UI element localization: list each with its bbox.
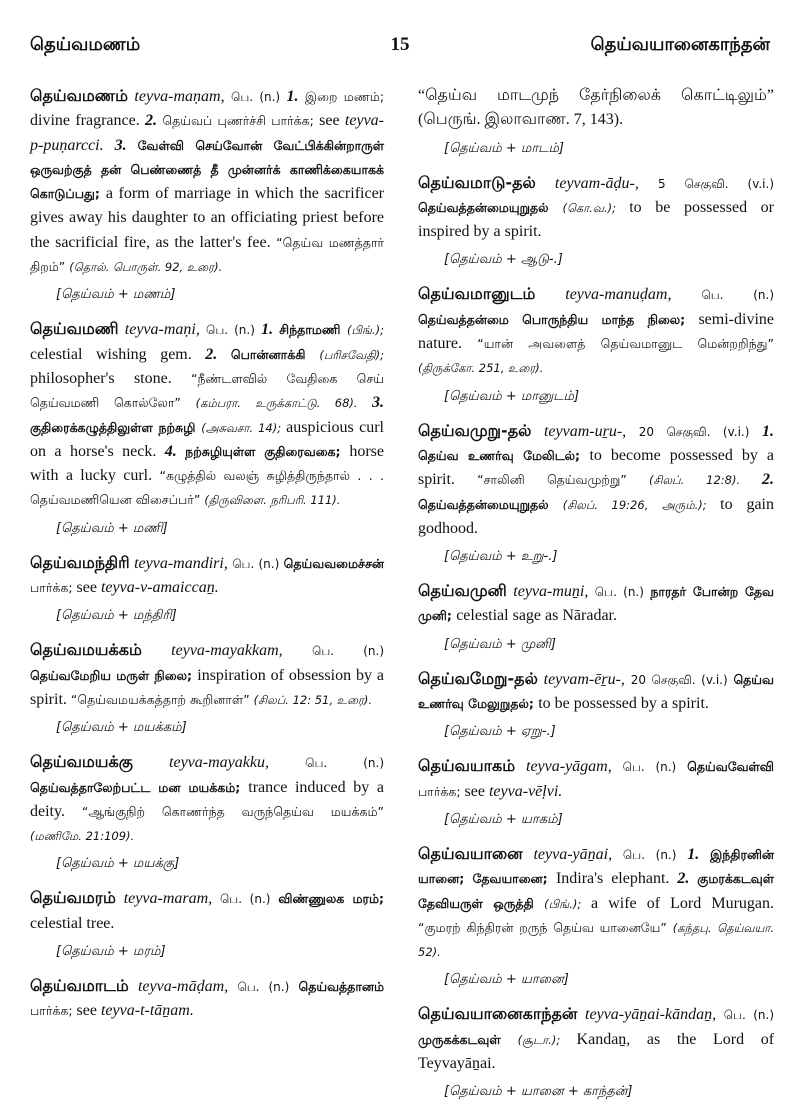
english-definition: celestial tree. bbox=[30, 914, 115, 932]
tamil-text: “நீண்டளவில் வேதிகை செய் தெய்வமணி கொல்லோ” bbox=[30, 370, 384, 411]
headword: தெய்வமேறு-தல் bbox=[418, 668, 538, 688]
tamil-definition: தெய்வத்தன்மையுறுதல் bbox=[418, 496, 563, 512]
english-definition: to be possessed or inspired by a spirit. bbox=[418, 198, 774, 241]
sense-number: 1. bbox=[286, 88, 305, 105]
part-of-speech: பெ. (n.) bbox=[594, 585, 644, 600]
headword: தெய்வமந்திரி bbox=[30, 552, 130, 572]
running-head bbox=[30, 34, 770, 64]
dictionary-entry bbox=[418, 171, 774, 245]
etymology: [தெய்வம் + யாகம்] bbox=[444, 811, 563, 827]
tamil-definition: தெய்வமேறிய மருள் நிலை; bbox=[30, 667, 198, 683]
citation: (பரிசவேதி); bbox=[319, 347, 384, 362]
citation: (தொல். பொருள். 92, உரை). bbox=[69, 260, 223, 275]
english-definition: a form of marriage in which the sacrificer gives away his daughter to an officiating priest before the sacrificial fire, as the latter's fee. bbox=[30, 185, 384, 251]
tamil-text: “குமரற் கிந்திரன் றருந் தெய்வ யானையே” bbox=[418, 919, 673, 935]
headword: தெய்வயானைகாந்தன் bbox=[418, 1004, 578, 1024]
dictionary-entry bbox=[30, 886, 384, 936]
tamil-definition: தெய்வவமைச்சன் bbox=[283, 555, 385, 571]
sense-number: 2. bbox=[205, 345, 231, 363]
part-of-speech: பெ. (n.) bbox=[237, 980, 290, 995]
dictionary-entry bbox=[418, 754, 774, 804]
etymology: [தெய்வம் + மணி] bbox=[56, 520, 168, 536]
etymology: [தெய்வம் + யானை] bbox=[444, 972, 569, 988]
dictionary-entry bbox=[418, 419, 774, 541]
transliteration: teyva-maṇam, bbox=[134, 88, 225, 105]
part-of-speech: பெ. (n.) bbox=[305, 756, 384, 771]
transliteration: teyva-manuḍam, bbox=[565, 286, 672, 304]
headword: தெய்வமாடம் bbox=[30, 976, 129, 996]
citation: (பெருங். இலாவாண. 7, 143). bbox=[418, 111, 624, 129]
etymology: [தெய்வம் + மரம்] bbox=[56, 944, 166, 960]
tamil-text: பார்க்க; bbox=[30, 580, 77, 596]
part-of-speech: பெ. (n.) bbox=[622, 847, 677, 862]
tamil-text: “கழுத்தில் வலஞ் சுழித்திருந்தால் . . . தெய்வமணியென விசைப்பர்” bbox=[30, 468, 385, 508]
transliteration: teyva-maṇi, bbox=[124, 321, 200, 339]
english-definition: Kandaṉ, as the Lord of Teyvayāṉai. bbox=[418, 1030, 775, 1073]
citation: (அசுவசா. 14); bbox=[201, 420, 287, 435]
tamil-definition: தெய்வத்தன்மையுறுதல் bbox=[418, 199, 563, 215]
transliteration: teyva-yāṉai, bbox=[533, 845, 613, 863]
headword: தெய்வமாடு-தல் bbox=[418, 172, 536, 192]
part-of-speech: பெ. (n.) bbox=[312, 644, 385, 659]
english-definition: philosopher's stone. bbox=[30, 369, 191, 387]
tamil-definition: இந்திரனின் யானை; தேவயானை; bbox=[418, 846, 775, 887]
english-definition: to be possessed by a spirit. bbox=[538, 695, 709, 713]
english-definition: see bbox=[76, 579, 101, 597]
transliteration: teyva-maram, bbox=[123, 890, 213, 908]
tamil-text: பார்க்க; bbox=[30, 1003, 77, 1019]
etymology: [தெய்வம் + மந்திரி] bbox=[56, 608, 177, 624]
dictionary-entry bbox=[30, 974, 384, 1024]
headword: தெய்வயானை bbox=[418, 843, 523, 863]
tamil-definition: தெய்வ உணர்வு மேலிடல்; bbox=[418, 447, 590, 463]
tamil-definition: பொன்னாக்கி bbox=[230, 346, 320, 362]
etymology: [தெய்வம் + யானை + காந்தன்] bbox=[444, 1084, 633, 1100]
etymology: [தெய்வம் + ஏறு-.] bbox=[444, 724, 556, 740]
dictionary-entry bbox=[30, 638, 384, 712]
tamil-text: “யான் அவளைத் தெய்வமானுட மென்றறிந்து” bbox=[477, 336, 774, 352]
dictionary-entry bbox=[418, 579, 774, 629]
tamil-definition: குமரக்கடவுள் தேவியருள் ஒருத்தி bbox=[418, 871, 775, 911]
tamil-definition: குதிரைக்கழுத்திலுள்ள நற்சுழி bbox=[30, 419, 202, 435]
citation: (பிங்.); bbox=[544, 896, 591, 911]
english-definition: auspicious curl on a horse's neck. bbox=[30, 418, 384, 460]
citation: (சிலப். 19:26, அரும்.); bbox=[562, 497, 721, 512]
page-number: 15 bbox=[390, 34, 410, 55]
sense-number: 4. bbox=[164, 442, 186, 460]
part-of-speech: 20 செகுவி. (v.i.) bbox=[638, 424, 750, 439]
part-of-speech: பெ. (n.) bbox=[219, 892, 271, 907]
transliteration: teyva-mayakkam, bbox=[171, 642, 283, 660]
english-definition: semi-divine nature. bbox=[418, 310, 774, 353]
citation: (மணிமே. 21:109). bbox=[30, 829, 135, 844]
dictionary-entry bbox=[30, 750, 384, 848]
dictionary-entry bbox=[418, 842, 774, 964]
transliteration: teyva-yāgam, bbox=[526, 758, 612, 776]
citation: (கந்தபு. தெய்வயா. 52). bbox=[418, 920, 774, 960]
citation: (பிங்.); bbox=[346, 323, 385, 338]
transliteration: teyvam-āḍu-, bbox=[554, 174, 639, 192]
tamil-text: தெய்வப் புணர்ச்சி பார்க்க; bbox=[162, 113, 320, 129]
dictionary-entry bbox=[30, 317, 384, 512]
transliteration: teyva-muṉi, bbox=[513, 583, 589, 601]
etymology: [தெய்வம் + மானுடம்] bbox=[444, 388, 580, 404]
running-head-last-word: தெய்வயானைகாந்தன் bbox=[590, 34, 770, 55]
tamil-definition: சிந்தாமணி bbox=[279, 322, 347, 338]
tamil-definition: முருகக்கடவுள் bbox=[418, 1031, 518, 1047]
citation: (சிலப். 12: 51, உரை). bbox=[253, 692, 373, 707]
sense-number: 1. bbox=[687, 845, 711, 863]
etymology: [தெய்வம் + மயக்கு] bbox=[56, 856, 180, 872]
english-definition: a wife of Lord Murugan. bbox=[591, 894, 775, 912]
tamil-definition: தெய்வ உணர்வு மேலுறுதல்; bbox=[418, 671, 774, 712]
headword: தெய்வமுனி bbox=[418, 581, 507, 601]
etymology: [தெய்வம் + ஆடு-.] bbox=[444, 252, 563, 268]
english-definition: inspiration of obsession by a spirit. bbox=[30, 666, 385, 708]
part-of-speech: 20 செகுவி. (v.i.) bbox=[630, 672, 728, 687]
tamil-text: “தெய்வமயக்கத்தாற் கூறினாள்” bbox=[70, 691, 254, 707]
english-definition: see bbox=[464, 782, 489, 800]
sense-number: 1. bbox=[261, 321, 280, 339]
english-definition: trance induced by a deity. bbox=[30, 778, 385, 820]
etymology: [தெய்வம் + முனி] bbox=[444, 636, 556, 652]
english-definition: Indira's elephant. bbox=[555, 870, 678, 888]
sense-number: 2. bbox=[145, 112, 163, 130]
english-definition: to gain godhood. bbox=[418, 495, 774, 537]
tamil-text: “ஆங்குநிற் கொணர்ந்த வருந்தெய்வ மயக்கம்” bbox=[81, 803, 385, 819]
tamil-definition: நற்சுழியுள்ள குதிரைவகை; bbox=[185, 443, 350, 459]
cross-reference: teyva-t-tāṉam. bbox=[100, 1002, 194, 1020]
right-column bbox=[418, 84, 774, 1114]
tamil-text: இறை மணம்; bbox=[304, 89, 385, 104]
english-definition: celestial wishing gem. bbox=[30, 345, 206, 363]
tamil-definition: தெய்வத்தானம் bbox=[298, 979, 385, 995]
headword: தெய்வயாகம் bbox=[418, 756, 516, 776]
part-of-speech: பெ. (n.) bbox=[206, 323, 255, 338]
tamil-definition: தெய்வத்தன்மை பொருந்திய மாந்த நிலை; bbox=[418, 311, 699, 327]
part-of-speech: பெ. (n.) bbox=[231, 90, 281, 104]
part-of-speech: பெ. (n.) bbox=[723, 1008, 775, 1023]
sense-number: 3. bbox=[372, 394, 384, 412]
cross-reference: teyva-vēḷvi. bbox=[488, 782, 563, 800]
dictionary-entry bbox=[30, 84, 384, 279]
headword: தெய்வமரம் bbox=[30, 888, 116, 908]
dictionary-entry bbox=[418, 1002, 774, 1076]
transliteration: teyvam-uṟu-, bbox=[543, 422, 627, 440]
headword: தெய்வமணி bbox=[30, 319, 119, 339]
part-of-speech: பெ. (n.) bbox=[701, 288, 774, 303]
tamil-definition: நாரதர் போன்ற தேவ முனி; bbox=[418, 584, 774, 624]
sense-number: 2. bbox=[762, 471, 775, 489]
etymology: [தெய்வம் + உறு-.] bbox=[444, 549, 558, 565]
etymology: [தெய்வம் + மணம்] bbox=[56, 287, 176, 303]
transliteration: teyva-yāṉai-kāndaṉ, bbox=[585, 1006, 717, 1024]
english-definition: divine fragrance. bbox=[30, 112, 146, 130]
continued-entry-text bbox=[418, 84, 774, 133]
etymology: [தெய்வம் + மாடம்] bbox=[444, 140, 564, 156]
part-of-speech: பெ. (n.) bbox=[232, 556, 280, 571]
tamil-text: “தெய்வ மாடமுந் தேர்நிலைக் கொட்டிலும்” bbox=[418, 87, 774, 104]
cross-reference: teyva-p-puṇarcci. bbox=[30, 112, 384, 154]
headword: தெய்வமுறு-தல் bbox=[418, 420, 532, 440]
citation: (கம்பரா. உருக்காட்டு. 68). bbox=[195, 396, 372, 411]
sense-number: 2. bbox=[677, 870, 698, 888]
tamil-text: “தெய்வ மணத்தார் திறம்” bbox=[30, 234, 385, 275]
tamil-definition: தெய்வவேள்வி bbox=[687, 759, 775, 775]
tamil-text: பார்க்க; bbox=[418, 783, 465, 799]
part-of-speech: பெ. (n.) bbox=[622, 760, 677, 775]
etymology: [தெய்வம் + மயக்கம்] bbox=[56, 720, 187, 736]
tamil-text: “சாலினி தெய்வமுற்று” bbox=[477, 472, 650, 488]
transliteration: teyva-māḍam, bbox=[137, 978, 229, 996]
dictionary-entry bbox=[418, 282, 774, 380]
dictionary-entry bbox=[418, 667, 774, 717]
english-definition: horse with a lucky curl. bbox=[30, 442, 384, 485]
english-definition: to become possessed by a spirit. bbox=[418, 446, 775, 489]
citation: (கொ.வ.); bbox=[562, 200, 630, 215]
headword: தெய்வமயக்கம் bbox=[30, 640, 142, 660]
headword: தெய்வமணம் bbox=[30, 86, 129, 105]
citation: (திருக்கோ. 251, உரை). bbox=[418, 361, 544, 376]
transliteration: teyva-mayakku, bbox=[169, 754, 269, 772]
transliteration: teyvam-ēṟu-, bbox=[543, 670, 625, 688]
cross-reference: teyva-v-amaiccaṉ. bbox=[100, 579, 219, 597]
citation: (திருவிளை. நரிபரி. 111). bbox=[204, 493, 341, 508]
part-of-speech: 5 செகுவி. (v.i.) bbox=[657, 176, 775, 191]
tamil-definition: வேள்வி செய்வோன் வேட்பிக்கின்றாருள் ஒருவற்குத் தன் பெண்ணைத் தீ முன்னர்க் காணிக்கையாகக் கொடுப்பது; bbox=[30, 137, 385, 202]
headword: தெய்வமானுடம் bbox=[418, 284, 536, 304]
citation: (சூடா.); bbox=[517, 1032, 577, 1047]
dictionary-entry bbox=[30, 551, 384, 601]
english-definition: see bbox=[76, 1002, 101, 1020]
running-head-first-word: தெய்வமணம் bbox=[30, 34, 141, 55]
english-definition: see bbox=[319, 112, 345, 130]
tamil-definition: தெய்வத்தாலேற்பட்ட மன மயக்கம்; bbox=[30, 779, 249, 795]
headword: தெய்வமயக்கு bbox=[30, 752, 133, 772]
transliteration: teyva-mandiri, bbox=[134, 554, 228, 572]
citation: (சிலப். 12:8). bbox=[649, 473, 763, 488]
sense-number: 3. bbox=[114, 136, 138, 154]
tamil-definition: விண்ணுலக மரம்; bbox=[278, 891, 385, 907]
sense-number: 1. bbox=[762, 422, 774, 440]
english-definition: celestial sage as Nāradar. bbox=[456, 607, 617, 625]
left-column bbox=[30, 84, 384, 1028]
